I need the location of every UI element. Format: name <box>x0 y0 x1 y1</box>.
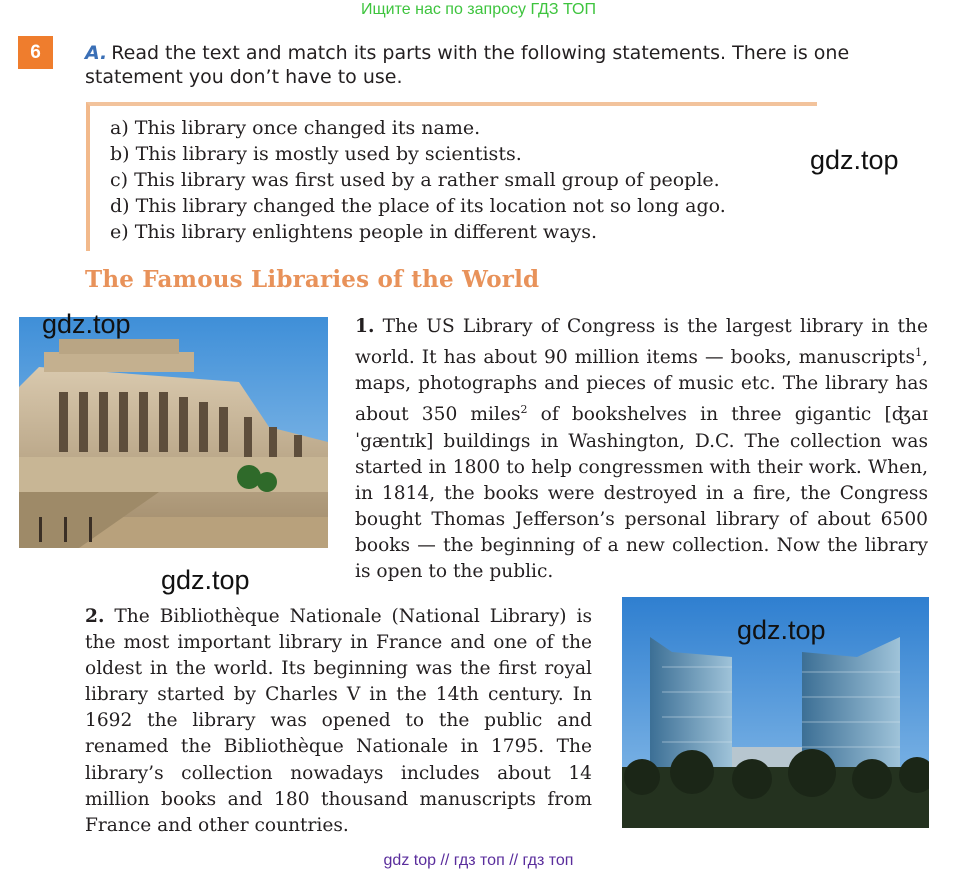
statement-e: e) This library enlightens people in different ways. <box>110 221 598 243</box>
paragraph-1: 1. The US Library of Congress is the largest library in the world. It has about 90 million items — books, manuscripts$^1$, maps, photographs and pieces of music etc. The library has about 350 miles$^2$ of bookshelves in three gigantic [ʤaɪˈgæntɪk] buildings in Washington, D.C. The collection was started in 1800 to help congressmen with their work. When, in 1814, the books were destroyed in a fire, the Congress bought Thomas Jefferson’s personal library of about 6500 books — the beginning of a new collection. Now the library is open to the public. <box>355 316 928 583</box>
exercise-number-badge: 6 <box>18 36 53 69</box>
top-banner: Ищите нас по запросу ГДЗ ТОП <box>361 1 596 18</box>
watermark: gdz.top <box>810 145 899 175</box>
exercise-instruction <box>85 41 933 89</box>
instruction-text: Read the text and match its parts with the following statements. There is one statement you don’t have to use. <box>85 42 850 88</box>
statement-b: b) This library is mostly used by scientists. <box>110 143 522 165</box>
statement-a: a) This library once changed its name. <box>110 117 481 139</box>
statement-d: d) This library changed the place of its location not so long ago. <box>110 195 726 217</box>
exercise-part-label: A. <box>85 42 108 64</box>
paragraph-2: 2. The Bibliothèque Nationale (National Library) is the most important library in France and one of the oldest in the world. Its beginning was the first royal library started by Charles V in the 14th century. In 1692 the library was opened to the public and renamed the Bibliothèque Nationale in 1795. The library’s collection nowadays includes about 14 million books and 180 thousand manuscripts from France and other countries. <box>85 606 592 836</box>
statements-list <box>110 115 726 245</box>
paragraph-1-number: 1. <box>355 316 375 337</box>
statement-c: c) This library was first used by a rather small group of people. <box>110 169 720 191</box>
watermark: gdz.top <box>737 615 826 645</box>
section-heading: The Famous Libraries of the World <box>85 266 540 293</box>
watermark: gdz.top <box>42 309 131 339</box>
footer-links: gdz top // гдз топ // гдз топ <box>383 852 574 869</box>
paragraph-2-number: 2. <box>85 606 105 627</box>
library-of-congress-photo <box>19 317 328 548</box>
watermark: gdz.top <box>161 565 250 595</box>
